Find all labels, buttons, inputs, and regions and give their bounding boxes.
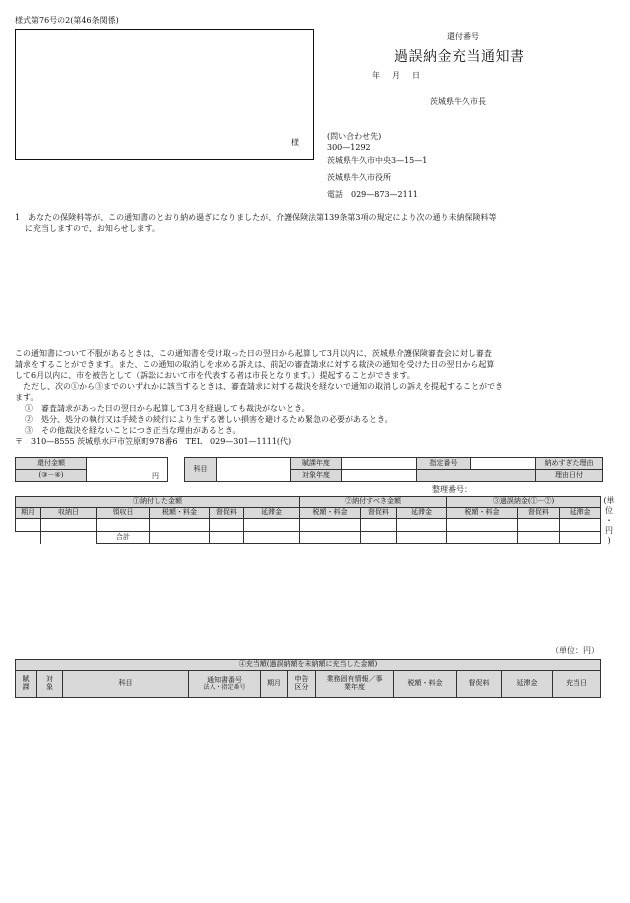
surcharge-header: 督促料 (457, 671, 502, 698)
notice-number-header: 通知書番号 法人・指定番号 (189, 671, 261, 698)
appeal-item: ② 処分、処分の執行又は手続きの続行により生ずる著しい損害を避けるため緊急の必要があるとき。 (25, 415, 393, 424)
ref-number-label: 整理番号： (432, 485, 472, 494)
late-fee-header: 延滞金 (397, 508, 447, 519)
received-date-header: 領収日 (97, 508, 150, 519)
tax-amount-header: 税額・料金 (300, 508, 361, 519)
notice-line: 1 あなたの保険料等が、この通知書のとおり納め過ぎになりましたが、介護保険法第139条第3項の規定により次の通り未納保険料等 (15, 213, 497, 222)
contact-phone: 電話 029—873—2111 (327, 190, 418, 199)
review-board-address: 〒 310—8555 茨城県水戸市笠原町978番6 TEL 029—301—1111(代) (15, 437, 292, 446)
overpaid-amount-header: ③過誤納金(①－②) (447, 497, 601, 508)
late-fee-header: 延滞金 (502, 671, 553, 698)
tax-amount-header: 税額・料金 (447, 508, 518, 519)
appeal-line: ます。 (15, 393, 39, 402)
unit-label-vertical: (単 位 ・ 円 ) (603, 496, 615, 545)
business-info-header: 業務固有情報／事 業年度 (316, 671, 394, 698)
refund-summary-table (15, 457, 603, 482)
appeal-item: ③ その他裁決を経ないことにつき正当な理由があるとき。 (25, 426, 241, 435)
taisho-header: 対象 (37, 671, 63, 698)
contact-heading: (問い合わせ先) (327, 132, 382, 141)
contact-office: 茨城県牛久市役所 (327, 173, 391, 182)
reason-date-label: 理由日付 (536, 470, 603, 482)
unit-label: （単位：円） (551, 646, 599, 655)
appeal-item: ① 審査請求があった日の翌日から起算して3月を経過しても裁決がないとき。 (25, 404, 310, 413)
issuer-name: 茨城県牛久市長 (430, 97, 486, 106)
fuka-header: 賦課 (16, 671, 37, 698)
item-label: 科目 (185, 458, 217, 482)
late-fee-header: 延滞金 (560, 508, 601, 519)
applied-date-header: 充当日 (553, 671, 601, 698)
surcharge-header: 督促料 (210, 508, 244, 519)
contact-address: 茨城県牛久市中央3—15—1 (327, 156, 428, 165)
applied-amount-header: ④充当額(過誤納額を未納額に充当した金額) (16, 660, 601, 671)
applied-amount-table (15, 659, 601, 698)
notice-line: に充当しますので、お知らせします。 (25, 224, 160, 233)
paid-amount-header: ①納付した金額 (16, 497, 300, 508)
notice-text (15, 212, 615, 234)
tax-amount-header: 税額・料金 (394, 671, 457, 698)
appeal-line: この通知書について不服があるときは、この通知書を受け取った日の翌日から起算して3月以内に、茨城県介護保険審査会に対し審査 (15, 349, 492, 358)
designation-number-label: 指定番号 (417, 458, 471, 470)
period-header: 期月 (261, 671, 288, 698)
table-row (16, 519, 601, 532)
page-title: 過誤納金充当通知書 (394, 49, 525, 65)
period-header: 期月 (16, 508, 41, 519)
issue-date-label: 年 月 日 (372, 71, 422, 80)
refund-formula-label: (③－④) (16, 470, 87, 482)
overpayment-table (15, 496, 601, 544)
appeal-instructions (15, 348, 615, 447)
tax-amount-header: 税額・料金 (150, 508, 210, 519)
contact-postal: 300—1292 (327, 143, 371, 152)
refund-number-label: 還付番号 (447, 32, 479, 41)
appeal-line: して6月以内に、市を被告として（訴訟において市を代表する者は市長となります。）提起することができます。 (15, 371, 415, 380)
assessment-year-label: 賦課年度 (291, 458, 342, 470)
table-row (16, 532, 601, 544)
declaration-header: 申告区分 (288, 671, 316, 698)
form-id: 様式第76号の2(第46条関係) (15, 16, 119, 25)
recipient-suffix: 様 (291, 138, 299, 147)
surcharge-header: 督促料 (518, 508, 560, 519)
item-header: 科目 (63, 671, 189, 698)
surcharge-header: 督促料 (361, 508, 397, 519)
due-amount-header: ②納付すべき金額 (300, 497, 447, 508)
refund-amount-label: 還付金額 (16, 458, 87, 470)
target-year-label: 対象年度 (291, 470, 342, 482)
appeal-line: ただし、次の①から③までのいずれかに該当するときは、審査請求に対する裁決を経ないで通知の取消しの訴えを提起することができ (15, 382, 503, 391)
recipient-address-box (15, 29, 314, 160)
yen-label: 円 (152, 472, 159, 481)
receipt-date-header: 収納日 (41, 508, 97, 519)
total-label: 合計 (97, 532, 150, 544)
appeal-line: 請求をすることができます。また、この通知の取消しを求める訴えは、前記の審査請求に対する裁決の通知を受けた日の翌日から起算 (15, 360, 495, 369)
late-fee-header: 延滞金 (244, 508, 300, 519)
overpaid-reason-label: 納めすぎた理由 (536, 458, 603, 470)
